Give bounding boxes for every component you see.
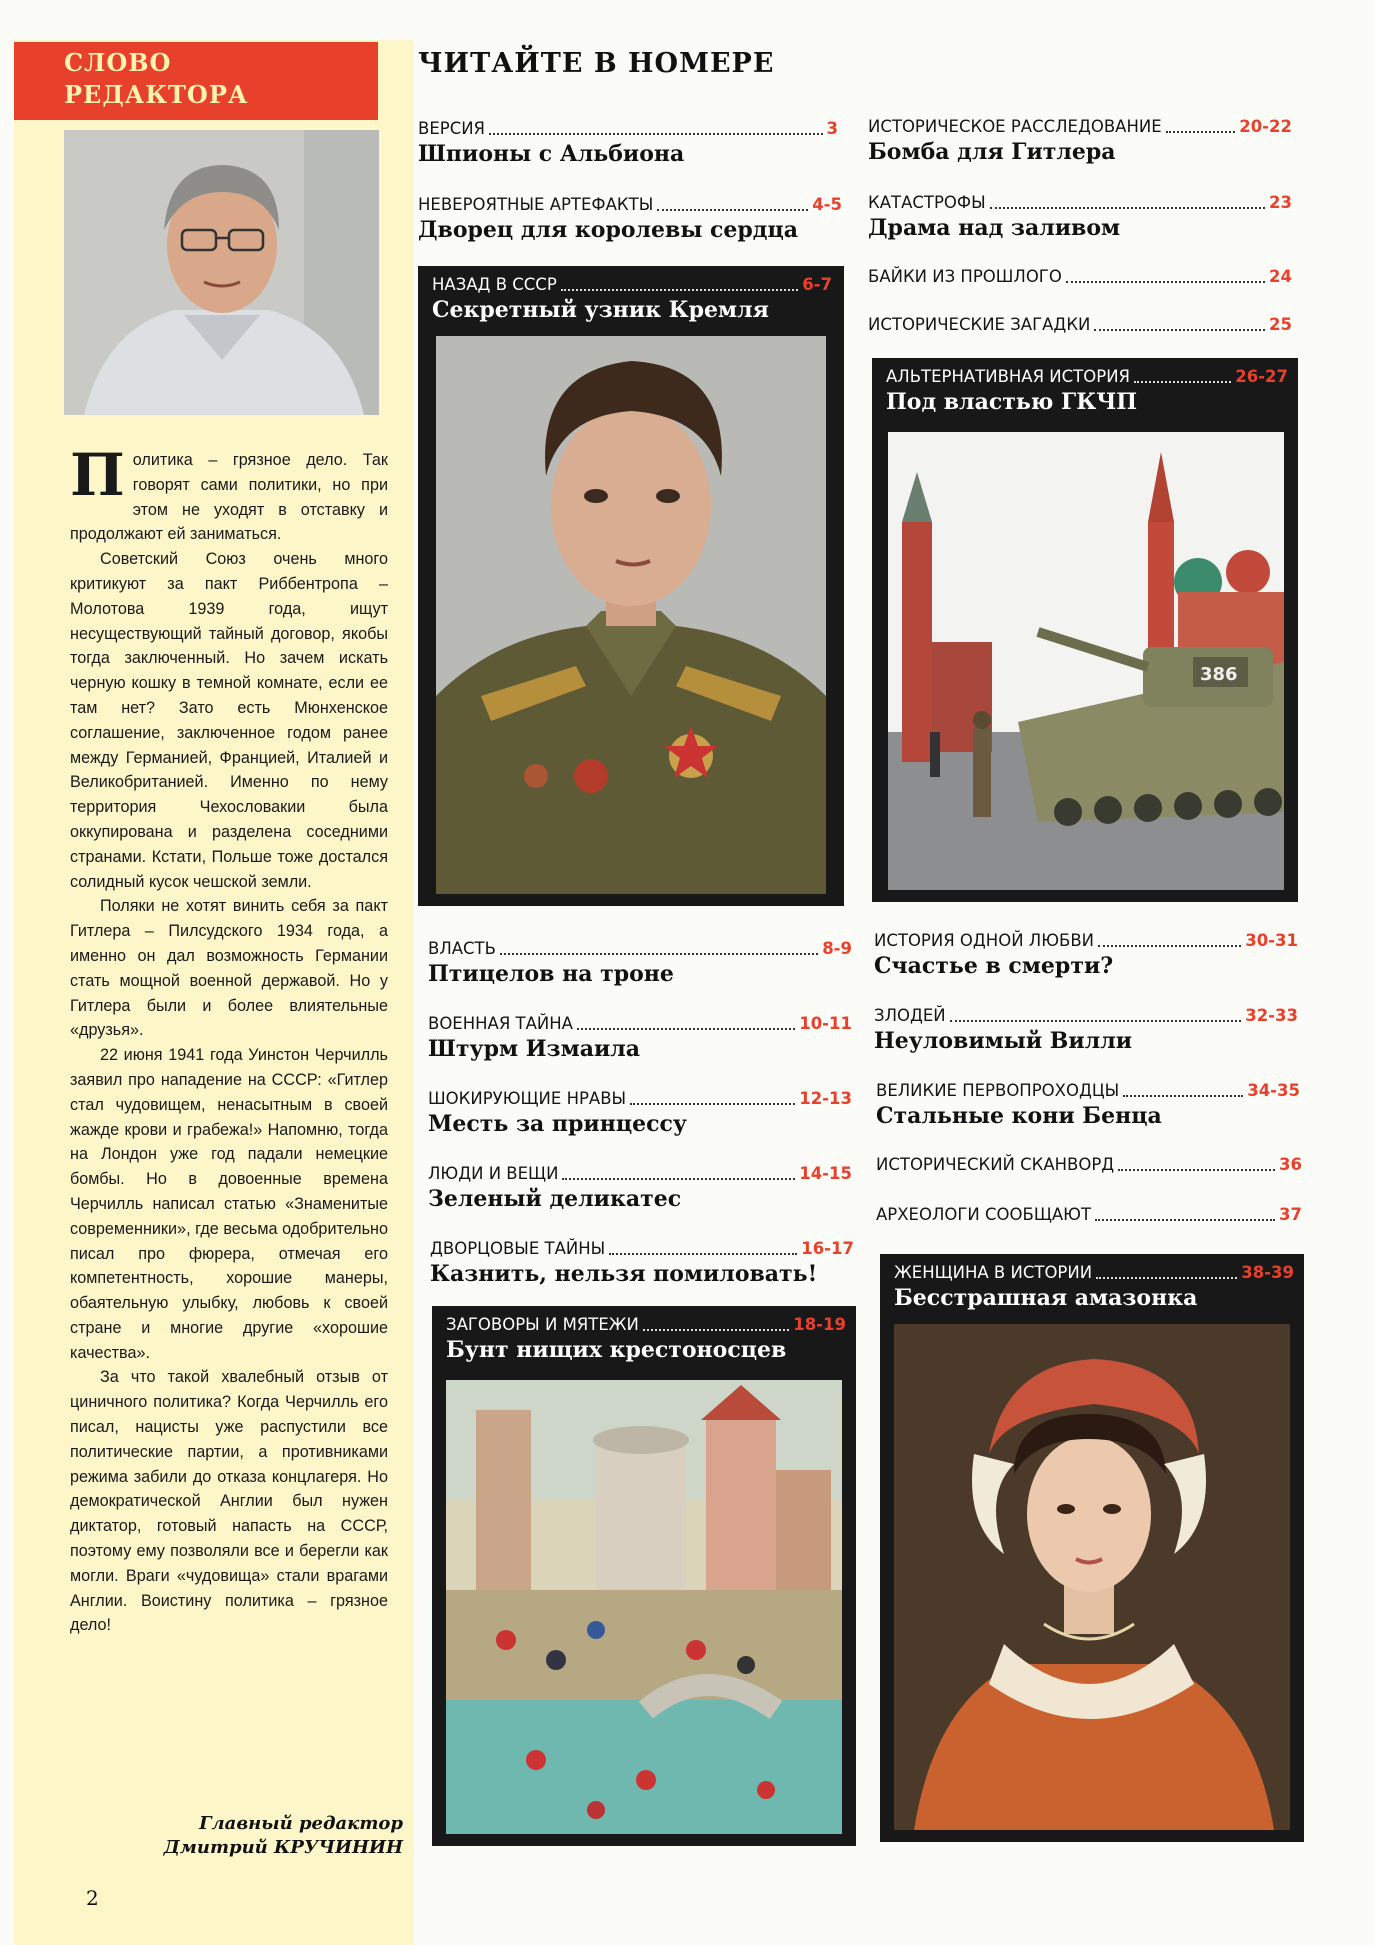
- soldier-portrait-photo: [436, 336, 826, 894]
- toc-title: Секретный узник Кремля: [432, 297, 769, 323]
- toc-entry[interactable]: [868, 116, 1292, 166]
- toc-page: 30-31: [1245, 931, 1298, 950]
- toc-page: 34-35: [1247, 1081, 1300, 1100]
- toc-rubric: БАЙКИ ИЗ ПРОШЛОГО: [868, 267, 1062, 286]
- toc-rubric: ВОЕННАЯ ТАЙНА: [428, 1014, 573, 1033]
- toc-rubric: АРХЕОЛОГИ СООБЩАЮТ: [876, 1205, 1092, 1224]
- toc-page: 16-17: [801, 1239, 854, 1258]
- feature-box-conspiracies[interactable]: [432, 1306, 856, 1846]
- toc-rubric: ИСТОРИЧЕСКОЕ РАССЛЕДОВАНИЕ: [868, 117, 1162, 136]
- toc-page: 38-39: [1241, 1263, 1294, 1282]
- toc-page: 32-33: [1245, 1006, 1298, 1025]
- toc-title: Счастье в смерти?: [874, 953, 1114, 979]
- toc-title: Штурм Измаила: [428, 1036, 641, 1062]
- editor-heading-banner: [14, 42, 378, 120]
- toc-entry[interactable]: [418, 118, 838, 168]
- toc-title: Дворец для королевы сердца: [418, 217, 798, 243]
- editorial-text: [70, 441, 388, 1638]
- toc-title: Стальные кони Бенца: [876, 1103, 1162, 1129]
- editorial-paragraph-5: За что такой хвалебный отзыв от циничного политика? Когда Черчилль его писал, нацисты уже распустили все политические партии, а противниками режима забили до отказа концлагеря. Но демократической Англии был нужен диктатор, готовый напасть на СССР, поэтому ему позволяли все и берегли как могли. Враги «чудовища» стали врагами Англии. Воистину политика – грязное дело!: [70, 1368, 388, 1635]
- toc-page: 24: [1269, 267, 1292, 286]
- toc-rubric: АЛЬТЕРНАТИВНАЯ ИСТОРИЯ: [886, 367, 1130, 386]
- editorial-paragraph-3: Поляки не хотят винить себя за пакт Гитлера – Пилсудского 1934 года, а именно он дал возможность Германии стать мощной военной державой. Но у Гитлера были и более влиятельные «друзья».: [70, 897, 388, 1040]
- toc-header: ЧИТАЙТЕ В НОМЕРЕ: [418, 48, 775, 79]
- toc-rubric: ШОКИРУЮЩИЕ НРАВЫ: [428, 1089, 627, 1108]
- toc-rubric: НЕВЕРОЯТНЫЕ АРТЕФАКТЫ: [418, 195, 654, 214]
- toc-rubric: ЛЮДИ И ВЕЩИ: [428, 1164, 559, 1183]
- toc-rubric: ВЕРСИЯ: [418, 119, 486, 138]
- toc-rubric: ВЛАСТЬ: [428, 939, 496, 958]
- toc-page: 14-15: [799, 1164, 852, 1183]
- toc-title: Под властью ГКЧП: [886, 389, 1138, 415]
- toc-rubric: НАЗАД В СССР: [432, 275, 557, 294]
- toc-page: 8-9: [822, 939, 852, 958]
- toc-page: 25: [1269, 315, 1292, 334]
- editorial-paragraph-1: олитика – грязное дело. Так говорят сами политики, но при этом не уходят в отставку и продолжают ей заниматься.: [70, 451, 388, 544]
- medieval-battle-painting: [446, 1380, 842, 1834]
- toc-title: Казнить, нельзя помиловать!: [430, 1261, 818, 1287]
- toc-title: Месть за принцессу: [428, 1111, 687, 1137]
- drop-cap: П: [70, 441, 125, 509]
- toc-rubric: КАТАСТРОФЫ: [868, 193, 986, 212]
- toc-page: 23: [1269, 193, 1292, 212]
- toc-page: 36: [1279, 1155, 1302, 1174]
- toc-title: Птицелов на троне: [428, 961, 674, 987]
- toc-rubric: ЖЕНЩИНА В ИСТОРИИ: [894, 1263, 1093, 1282]
- toc-entry[interactable]: [868, 314, 1292, 336]
- toc-rubric: ДВОРЦОВЫЕ ТАЙНЫ: [430, 1239, 606, 1258]
- editorial-paragraph-2: Советский Союз очень много критикуют за пакт Риббентропа – Молотова 1939 года, ищут несуществующий тайный договор, якобы тогда заключенный. Но зачем искать черную кошку в темной комнате, если ее там нет? Зато есть Мюнхенское соглашение, заключенное годом ранее между Германией, Францией, Италией и Великобританией. Именно по нему территория Чехословакии была оккупирована и разделена соседними странами. Кстати, Польше тоже достался солидный кусок чешской земли.: [70, 550, 388, 891]
- toc-page: 18-19: [793, 1315, 846, 1334]
- editor-photo: [64, 130, 379, 415]
- toc-page: 4-5: [812, 195, 842, 214]
- signature-name: Дмитрий КРУЧИНИН: [163, 1837, 403, 1858]
- toc-page: 6-7: [802, 275, 832, 294]
- editor-signature: [164, 1812, 403, 1860]
- toc-entry[interactable]: [876, 1080, 1300, 1130]
- page-number: 2: [86, 1886, 99, 1910]
- red-square-tank-photo: [888, 432, 1284, 890]
- toc-rubric: ИСТОРИЯ ОДНОЙ ЛЮБВИ: [874, 931, 1094, 950]
- toc-title: Неуловимый Вилли: [874, 1028, 1133, 1054]
- toc-page: 26-27: [1235, 367, 1288, 386]
- toc-rubric: ИСТОРИЧЕСКИЙ СКАНВОРД: [876, 1155, 1115, 1174]
- feature-box-alt-history[interactable]: [872, 358, 1298, 902]
- editorial-paragraph-4: 22 июня 1941 года Уинстон Черчилль заявил про нападение на СССР: «Гитлер стал чудовищем, ненасытным в своей жажде крови и грабежа!» Напомню, тогда на Лондон уже год падали немецкие бомбы. Но в довоенные времена Черчилль написал статью «Знаменитые современники», где весьма одобрительно писал про фюрера, отмечая его компетентность, хорошие манеры, обаятельную улыбку, любовь к своей стране и многие другие «хорошие качества».: [70, 1046, 388, 1362]
- toc-entry[interactable]: [428, 1013, 852, 1063]
- toc-rubric: ЗАГОВОРЫ И МЯТЕЖИ: [446, 1315, 639, 1334]
- toc-title: Бесстрашная амазонка: [894, 1285, 1198, 1311]
- toc-rubric: ИСТОРИЧЕСКИЕ ЗАГАДКИ: [868, 315, 1091, 334]
- toc-page: 3: [826, 119, 838, 138]
- feature-box-ussr[interactable]: [418, 266, 844, 906]
- toc-rubric: ВЕЛИКИЕ ПЕРВОПРОХОДЦЫ: [876, 1081, 1120, 1100]
- toc-entry[interactable]: [876, 1204, 1302, 1226]
- toc-page: 12-13: [799, 1089, 852, 1108]
- toc-entry[interactable]: [430, 1238, 854, 1288]
- toc-entry[interactable]: [418, 194, 842, 244]
- woman-portrait-painting: [894, 1324, 1290, 1830]
- toc-page: 20-22: [1239, 117, 1292, 136]
- toc-entry[interactable]: [874, 1005, 1298, 1055]
- toc-page: 10-11: [799, 1014, 852, 1033]
- feature-box-women[interactable]: [880, 1254, 1304, 1842]
- toc-entry[interactable]: [876, 1154, 1302, 1176]
- toc-entry[interactable]: [868, 192, 1292, 242]
- toc-title: Шпионы с Альбиона: [418, 141, 685, 167]
- editor-heading-line2: РЕДАКТОРА: [64, 80, 249, 109]
- toc-page: 37: [1279, 1205, 1302, 1224]
- tank-number-label: 386: [1200, 664, 1238, 685]
- toc-rubric: ЗЛОДЕЙ: [874, 1006, 946, 1025]
- toc-title: Бунт нищих крестоносцев: [446, 1337, 787, 1363]
- toc-entry[interactable]: [428, 1088, 852, 1138]
- toc-entry[interactable]: [874, 930, 1298, 980]
- editor-heading-line1: СЛОВО: [64, 48, 172, 77]
- toc-entry[interactable]: [428, 1163, 852, 1213]
- toc-entry[interactable]: [868, 266, 1292, 288]
- toc-title: Драма над заливом: [868, 215, 1121, 241]
- toc-title: Зеленый деликатес: [428, 1186, 682, 1212]
- toc-title: Бомба для Гитлера: [868, 139, 1116, 165]
- toc-entry[interactable]: [428, 938, 852, 988]
- signature-role: Главный редактор: [199, 1813, 403, 1834]
